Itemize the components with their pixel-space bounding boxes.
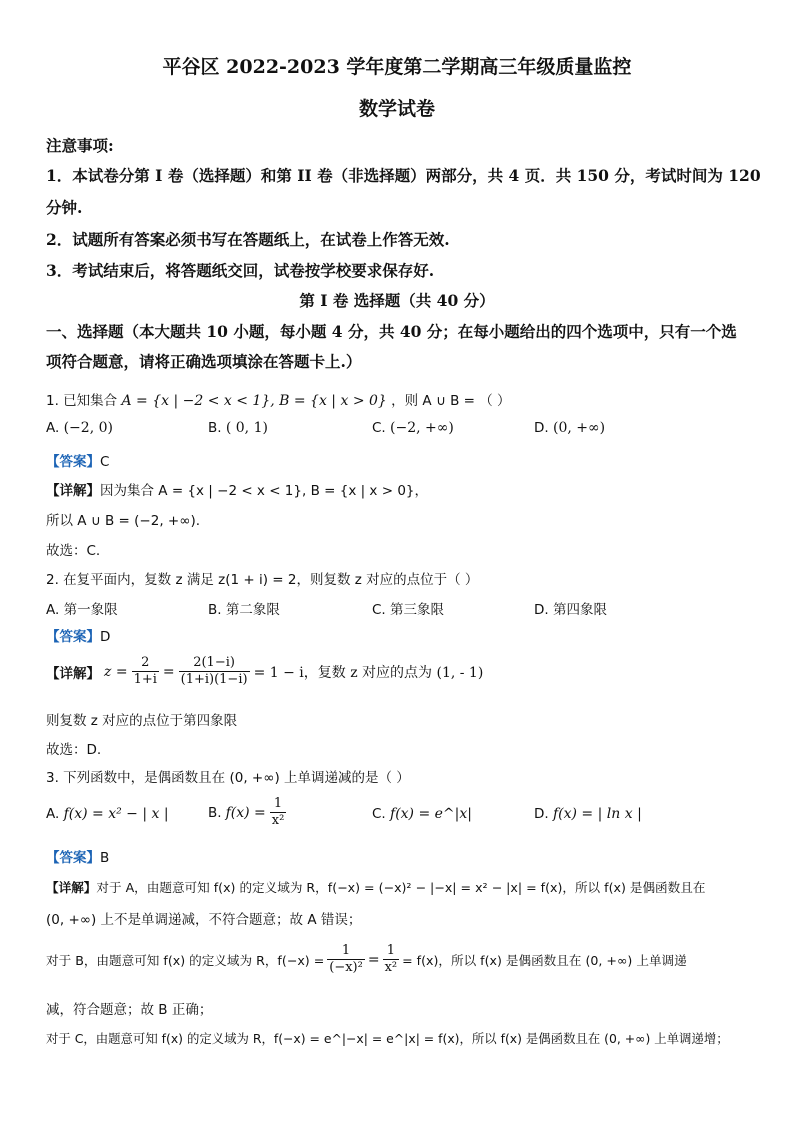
question-3-option-c: C. f(x) = e^|x| <box>372 806 472 822</box>
question-1-option-c: C. (−2, +∞) <box>372 420 454 436</box>
part-title: 第 I 卷 选择题（共 40 分） <box>299 291 495 310</box>
question-3-answer <box>46 846 109 866</box>
answer-tag: 【答案】 <box>46 454 100 470</box>
question-3-detail-a-2: (0, +∞) 上不是单调递减，不符合题意；故 A 错误； <box>46 912 362 928</box>
question-2-option-c: C. 第三象限 <box>372 602 445 618</box>
question-2-option-d: D. 第四象限 <box>534 602 607 618</box>
question-3-option-a: A. f(x) = x² − | x | <box>46 806 169 822</box>
question-2-option-b: B. 第二象限 <box>208 602 280 618</box>
fraction: $\frac{1}{\text{(−x)²}}$ <box>329 943 363 975</box>
answer-value: C <box>100 454 110 470</box>
question-3-detail-b-2: 减，符合题意；故 B 正确； <box>46 1002 213 1018</box>
answer-value: B <box>100 850 110 866</box>
fraction: $\frac{1}{\text{x²}}$ <box>271 796 285 828</box>
question-1-answer <box>46 450 109 470</box>
question-3-detail-c-1: 对于 C，由题意可知 f(x) 的定义域为 R，f(−x) = e^|−x| = e^|x| = f(x)，所以 f(x) 是偶函数且在 (0, +∞) 上单调递增； <box>46 1031 729 1046</box>
section-heading-line2: 项符合题意，请将正确选项填涂在答题卡上.） <box>46 352 362 371</box>
question-2-detail-2: 则复数 z 对应的点位于第四象限 <box>46 713 238 729</box>
notes-item-1-cont: 分钟. <box>46 198 83 217</box>
answer-value: D <box>100 629 111 645</box>
notes-item-1: 1．本试卷分第 I 卷（选择题）和第 II 卷（非选择题）两部分，共 4 页．共 150 分，考试时间为 120 <box>46 166 761 185</box>
fraction: $\frac{2}{1+i}$ <box>133 655 157 687</box>
question-1-option-b: B. ( 0, 1) <box>208 420 268 436</box>
question-1-detail-2: 所以 A ∪ B = (−2, +∞). <box>46 513 201 529</box>
question-1-option-a: A. (−2, 0) <box>46 420 113 436</box>
question-3-stem: 3. 下列函数中，是偶函数且在 (0, +∞) 上单调递减的是（ ） <box>46 770 410 786</box>
section-heading-line1: 一、选择题（本大题共 10 小题，每小题 4 分，共 40 分；在每小题给出的四个选项中，只有一个选 <box>46 322 737 341</box>
question-2-stem: 2. 在复平面内，复数 z 满足 z(1 + i) = 2，则复数 z 对应的点位于（ ） <box>46 572 479 588</box>
question-1-stem <box>46 389 511 409</box>
question-3-detail-a-1: 【详解】对于 A，由题意可知 f(x) 的定义域为 R，f(−x) = (−x)² − |−x| = x² − |x| = f(x)，所以 f(x) 是偶函数且在 <box>46 880 706 895</box>
question-1-prefix: 1. 已知集合 <box>46 393 118 409</box>
notes-heading: 注意事项: <box>46 136 114 155</box>
page-subtitle: 数学试卷 <box>358 98 435 120</box>
fraction: $\frac{1}{\text{x²}}$ <box>384 943 398 975</box>
question-1-suffix: ，则 A ∪ B = （ ） <box>391 393 511 409</box>
question-2-detail-equation: 【详解】 z = $\frac{2}{1+i}$ = $\frac{2(1-i)}{(1+i)(1-i)}$ = 1 − i，复数 z 对应的点为 (1, - 1) <box>46 655 484 687</box>
page-title: 平谷区 2022-2023 学年度第二学期高三年级质量监控 <box>162 56 632 78</box>
question-1-detail-3: 故选：C. <box>46 543 101 559</box>
question-2-answer <box>46 625 110 645</box>
fraction: $\frac{2(1-i)}{(1+i)(1-i)}$ <box>180 655 248 687</box>
question-1-option-d: D. (0, +∞) <box>534 420 606 436</box>
notes-item-2: 2．试题所有答案必须书写在答题纸上，在试卷上作答无效. <box>46 230 450 249</box>
question-2-detail-3: 故选：D. <box>46 742 102 758</box>
question-3-option-b: B. f(x) = $\frac{1}{\text{x²}}$ <box>208 796 285 828</box>
question-2-option-a: A. 第一象限 <box>46 602 118 618</box>
question-1-detail-1: 【详解】因为集合 A = {x | −2 < x < 1}, B = {x | x > 0}， <box>46 483 428 499</box>
notes-item-3: 3．考试结束后，将答题纸交回，试卷按学校要求保存好. <box>46 261 435 280</box>
question-3-option-d: D. f(x) = | ln x | <box>534 806 642 822</box>
question-1-sets: A = {x | −2 < x < 1}, B = {x | x > 0} <box>121 393 387 409</box>
answer-tag: 【答案】 <box>46 850 100 866</box>
question-3-detail-b-1: 对于 B，由题意可知 f(x) 的定义域为 R，f(−x) = $\frac{1}{\text{(−x)²}}$ = $\frac{1}{\text{x²}}$ = f(x)，所以 f(x) 是偶函数且在 (0, +∞) 上单调递 <box>46 943 687 975</box>
answer-tag: 【答案】 <box>46 629 100 645</box>
